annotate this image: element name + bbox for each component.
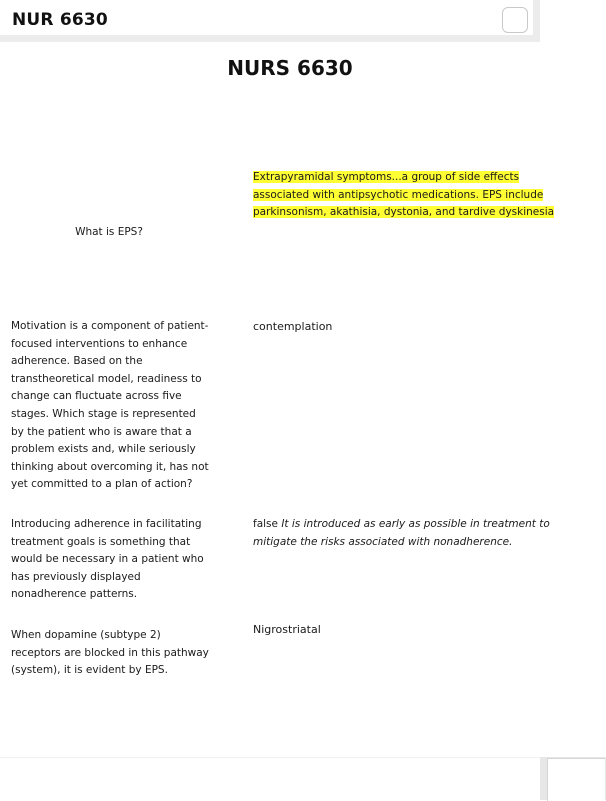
card-3-answer-explanation: It is introduced as early as possible in treatment to mitigate the risks associated with nonadherence. xyxy=(253,518,550,548)
card-2-answer: contemplation xyxy=(253,320,333,333)
card-3-answer-prefix: false xyxy=(253,518,278,530)
top-bar xyxy=(0,0,540,42)
card-4-question: When dopamine (subtype 2) receptors are blocked in this pathway (system), it is evident by EPS. xyxy=(11,629,209,677)
bottom-strip xyxy=(0,757,606,801)
card-3-answer xyxy=(253,516,578,551)
bottom-corner-panel xyxy=(540,757,606,800)
menu-toggle-button[interactable] xyxy=(502,7,528,33)
card-2-question: Motivation is a component of patient-focused interventions to enhance adherence. Based on the transtheoretical model, readiness to change can fluctuate across five stages. Which stage is represented by the patient who is aware that a problem exists and, while seriously thinking about overcoming it, has not yet committed to a plan of action? xyxy=(11,320,209,491)
bottom-corner-box xyxy=(547,758,605,801)
app-title: NUR 6630 xyxy=(12,10,108,30)
card-3-question: Introducing adherence in facilitating treatment goals is something that would be necessary in a patient who has previously displayed nonadherence patterns. xyxy=(11,518,204,601)
document-title: NURS 6630 xyxy=(227,56,353,80)
card-1-question: What is EPS? xyxy=(75,226,143,238)
card-1-answer xyxy=(253,169,578,222)
card-4-answer: Nigrostriatal xyxy=(253,623,321,636)
card-1-answer-highlighted-text: Extrapyramidal symptoms...a group of side effects associated with antipsychotic medications. EPS include parkinsonism, akathisia, dystonia, and tardive dyskinesia xyxy=(253,171,555,219)
